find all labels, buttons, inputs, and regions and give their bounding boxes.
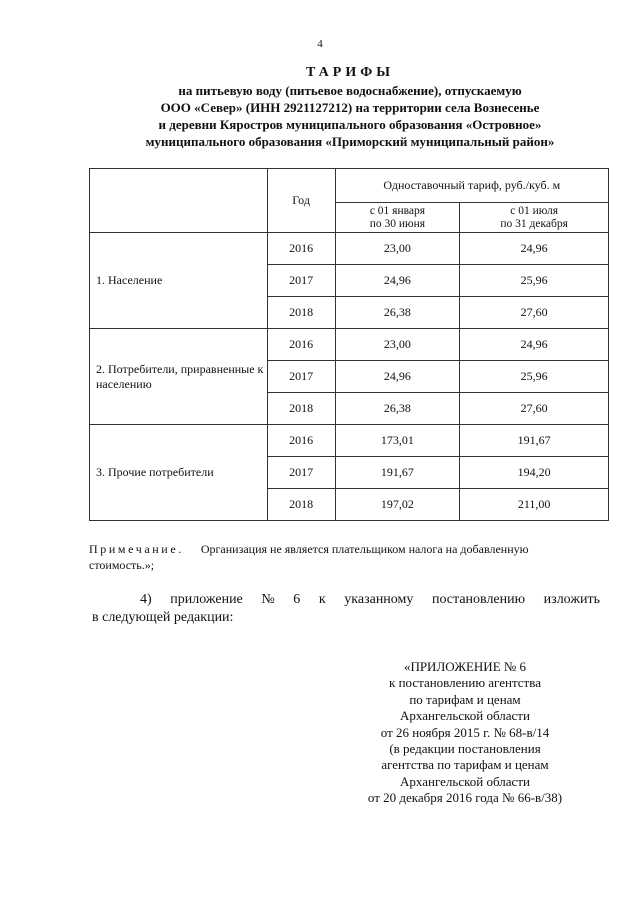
document-title: [70, 64, 630, 150]
note-text: Организация не является плательщиком налога на добавленную: [200, 542, 529, 556]
year-cell: 2016: [267, 329, 335, 361]
appendix-line: Архангельской области: [400, 708, 530, 724]
tariff-cell-period-1: 173,01: [335, 425, 460, 457]
tariff-cell-period-1: 23,00: [335, 233, 460, 265]
tariff-cell-period-2: 27,60: [460, 393, 609, 425]
appendix-line: по тарифам и ценам: [409, 691, 521, 707]
tariff-cell-period-1: 26,38: [335, 393, 460, 425]
paragraph-word: 4): [140, 592, 152, 607]
header-year: Год: [267, 169, 335, 233]
header-tariff: Одноставочный тариф, руб./куб. м: [335, 169, 608, 203]
category-cell: 3. Прочие потребители: [90, 425, 268, 521]
year-cell: 2018: [267, 489, 335, 521]
paragraph-word: постановлению: [431, 592, 526, 607]
header-period-1-line: по 30 июня: [369, 217, 426, 230]
tariff-table: [89, 168, 609, 521]
tariff-cell-period-2: 24,96: [460, 329, 609, 361]
table-row: [90, 425, 609, 457]
header-empty-cell: [90, 169, 268, 233]
tariff-cell-period-1: 24,96: [335, 361, 460, 393]
paragraph-word: 6: [293, 592, 301, 607]
year-cell: 2016: [267, 425, 335, 457]
note-text-continued: стоимость.»;: [89, 558, 155, 572]
appendix-line: от 20 декабря 2016 года № 66-в/38): [367, 790, 563, 806]
paragraph-word: указанному: [344, 592, 414, 607]
tariff-cell-period-2: 27,60: [460, 297, 609, 329]
paragraph-word: №: [261, 592, 275, 607]
table-row: [90, 329, 609, 361]
tariff-cell-period-2: 194,20: [460, 457, 609, 489]
year-cell: 2017: [267, 265, 335, 297]
appendix-line: «ПРИЛОЖЕНИЕ № 6: [403, 659, 527, 674]
appendix-line: агентства по тарифам и ценам: [381, 757, 549, 773]
year-cell: 2017: [267, 457, 335, 489]
table-row: [90, 233, 609, 265]
title-line: ООО «Север» (ИНН 2921127212) на территории села Вознесенье: [160, 100, 540, 115]
year-cell: 2017: [267, 361, 335, 393]
page-number: 4: [317, 38, 323, 50]
title-main: ТАРИФЫ: [306, 65, 394, 80]
header-period-2-line: с 01 июля: [510, 204, 559, 217]
tariff-cell-period-2: 24,96: [460, 233, 609, 265]
tariff-cell-period-1: 23,00: [335, 329, 460, 361]
appendix-heading: [330, 659, 600, 807]
title-line: муниципального образования «Приморский муниципальный район»: [145, 134, 555, 149]
header-period-2-line: по 31 декабря: [500, 217, 568, 230]
year-cell: 2016: [267, 233, 335, 265]
paragraph-line: [92, 591, 600, 609]
paragraph-line: в следующей редакции:: [92, 610, 234, 625]
tariff-cell-period-1: 26,38: [335, 297, 460, 329]
tariff-cell-period-2: 25,96: [460, 361, 609, 393]
category-cell: 2. Потребители, приравненные к населению: [90, 329, 268, 425]
note-label: Примечание.: [89, 542, 184, 556]
tariff-cell-period-2: 25,96: [460, 265, 609, 297]
tariff-cell-period-2: 191,67: [460, 425, 609, 457]
year-cell: 2018: [267, 393, 335, 425]
appendix-line: Архангельской области: [400, 773, 530, 789]
title-line: и деревни Кяростров муниципального образования «Островное»: [158, 117, 542, 132]
year-cell: 2018: [267, 297, 335, 329]
amendment-paragraph: [92, 591, 600, 627]
header-period-2: [460, 203, 609, 233]
paragraph-word: к: [318, 592, 326, 607]
appendix-line: к постановлению агентства: [389, 675, 541, 691]
tariff-cell-period-2: 211,00: [460, 489, 609, 521]
paragraph-word: приложение: [170, 592, 243, 607]
header-period-1-line: с 01 января: [369, 204, 426, 217]
tariff-cell-period-1: 197,02: [335, 489, 460, 521]
appendix-line: от 26 ноября 2015 г. № 68-в/14: [380, 724, 550, 740]
tariff-cell-period-1: 24,96: [335, 265, 460, 297]
header-period-1: [335, 203, 460, 233]
paragraph-word: изложить: [543, 592, 600, 607]
tariff-cell-period-1: 191,67: [335, 457, 460, 489]
appendix-line: (в редакции постановления: [389, 741, 541, 757]
note-block: [89, 541, 609, 573]
title-line: на питьевую воду (питьевое водоснабжение), отпускаемую: [178, 83, 522, 98]
category-cell: 1. Население: [90, 233, 268, 329]
